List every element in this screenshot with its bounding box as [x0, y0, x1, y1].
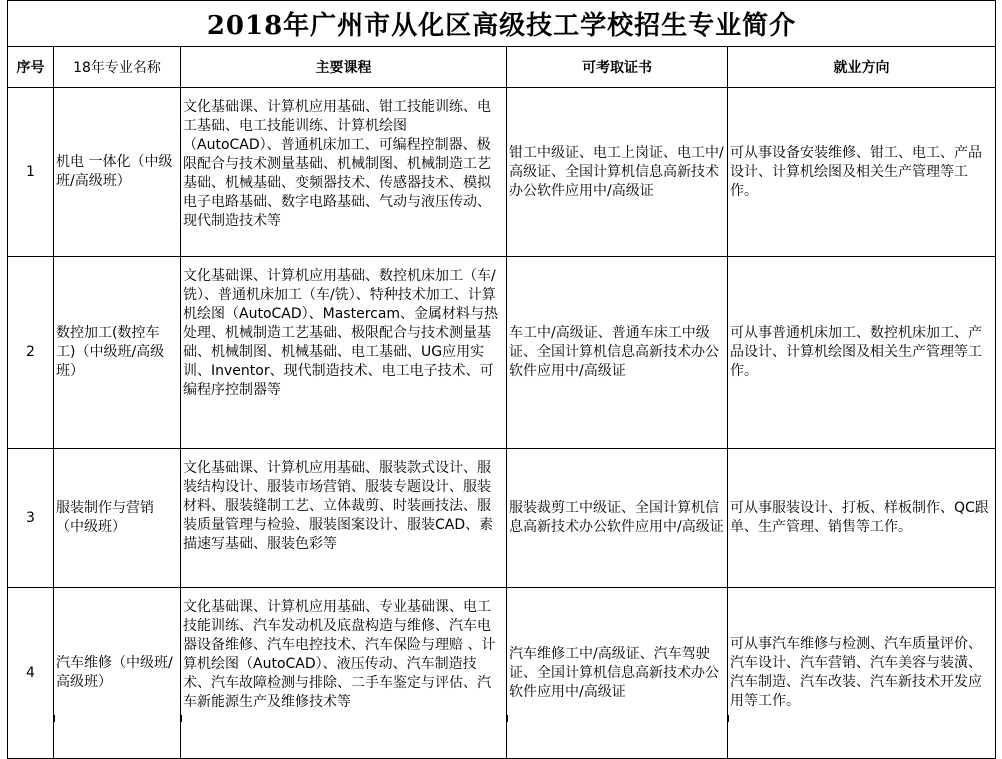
row-seq: 3 [8, 449, 54, 588]
header-seq: 序号 [8, 47, 54, 88]
row-major: 服装制作与营销（中级班） [54, 449, 181, 588]
row-major: 机电 一体化（中级班/高级班） [54, 88, 181, 257]
header-courses: 主要课程 [181, 47, 507, 88]
majors-table [7, 0, 996, 759]
table-title: 2018年广州市从化区高级技工学校招生专业简介 [8, 1, 996, 47]
row-courses: 文化基础课、计算机应用基础、专业基础课、电工技能训练、汽车发动机及底盘构造与维修、汽车电器设备维修、汽车电控技术、汽车保险与理赔 、计算机绘图（AutoCAD）、液压传动、汽车制造技术、汽车故障检测与排除、二手车鉴定与评估、汽车新能源生产及维修技术等 [181, 588, 507, 759]
row-seq: 4 [8, 588, 54, 759]
row-certificates: 服装裁剪工中级证、全国计算机信息高新技术办公软件应用中/高级证 [507, 449, 728, 588]
table-row [8, 88, 996, 257]
row-employment: 可从事设备安装维修、钳工、电工、产品设计、计算机绘图及相关生产管理等工作。 [728, 88, 996, 257]
table-row [8, 257, 996, 449]
next-row-edge [7, 715, 996, 722]
row-employment: 可从事汽车维修与检测、汽车质量评价、汽车设计、汽车营销、汽车美容与装潢、汽车制造、汽车改装、汽车新技术开发应用等工作。 [728, 588, 996, 759]
row-employment: 可从事普通机床加工、数控机床加工、产品设计、计算机绘图及相关生产管理等工作。 [728, 257, 996, 449]
row-major: 数控加工(数控车工)（中级班/高级班） [54, 257, 181, 449]
row-courses: 文化基础课、计算机应用基础、钳工技能训练、电工基础、电工技能训练、计算机绘图（AutoCAD）、普通机床加工、可编程控制器、极限配合与技术测量基础、机械制图、机械制造工艺基础、机械基础、变频器技术、传感器技术、模拟电子电路基础、数字电路基础、气动与液压传动、现代制造技术等 [181, 88, 507, 257]
row-employment: 可从事服装设计、打板、样板制作、QC跟单、生产管理、销售等工作。 [728, 449, 996, 588]
row-major: 汽车维修（中级班/高级班） [54, 588, 181, 759]
row-courses: 文化基础课、计算机应用基础、数控机床加工（车/铣）、普通机床加工（车/铣）、特种技术加工、计算机绘图（AutoCAD）、Mastercam、金属材料与热处理、机械制造工艺基础、极限配合与技术测量基础、机械制图、机械基础、电工基础、UG应用实训、Inventor、现代制造技术、电工电子技术、可编程序控制器等 [181, 257, 507, 449]
table-row [8, 588, 996, 759]
row-certificates: 钳工中级证、电工上岗证、电工中/高级证、全国计算机信息高新技术办公软件应用中/高级证 [507, 88, 728, 257]
row-courses: 文化基础课、计算机应用基础、服装款式设计、服装结构设计、服装市场营销、服装专题设计、服装材料、服装缝制工艺、立体裁剪、时装画技法、服装质量管理与检验、服装图案设计、服装CAD、素描速写基础、服装色彩等 [181, 449, 507, 588]
row-certificates: 汽车维修工中/高级证、汽车驾驶证、全国计算机信息高新技术办公软件应用中/高级证 [507, 588, 728, 759]
row-seq: 2 [8, 257, 54, 449]
table-row [8, 449, 996, 588]
header-certificates: 可考取证书 [507, 47, 728, 88]
row-seq: 1 [8, 88, 54, 257]
header-major: 18年专业名称 [54, 47, 181, 88]
header-employment: 就业方向 [728, 47, 996, 88]
row-certificates: 车工中/高级证、普通车床工中级证、全国计算机信息高新技术办公软件应用中/高级证 [507, 257, 728, 449]
